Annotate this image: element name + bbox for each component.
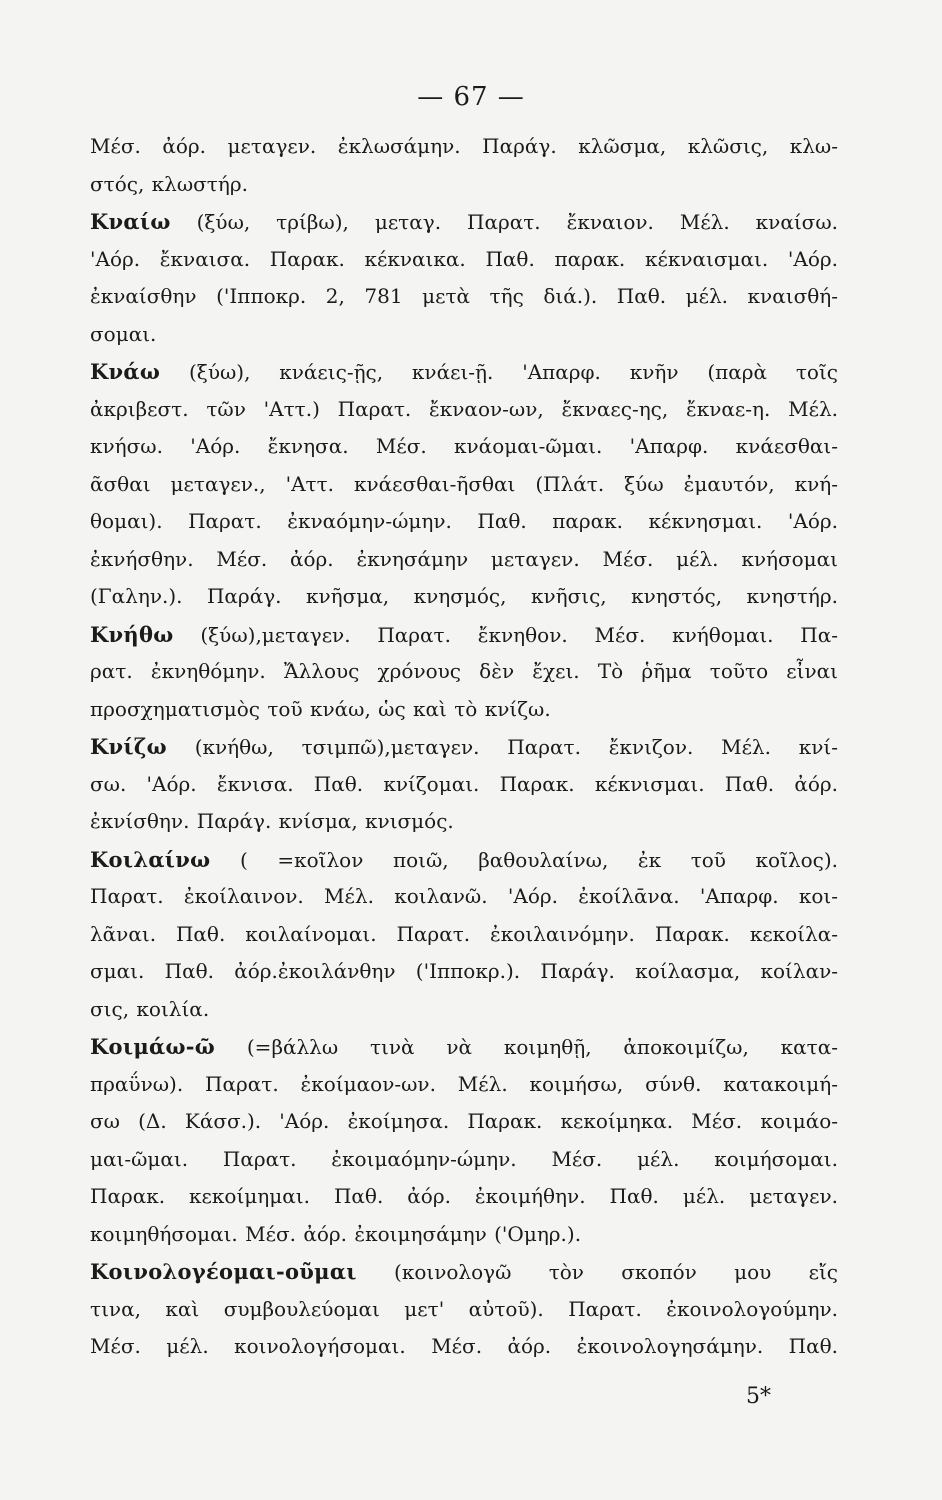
line-text: στός, κλωστήρ. xyxy=(90,171,248,196)
text-line xyxy=(90,1178,838,1216)
line-text: (ξύω, τρίβω), μεταγ. Παρατ. ἔκναιον. Μέλ. κναίσω. xyxy=(170,210,838,234)
line-text: (ξύω), κνάεις-ῇς, κνάει-ῇ. 'Απαρφ. κνῆν (παρὰ τοῖς xyxy=(160,360,838,384)
signature-mark: 5* xyxy=(746,1384,771,1409)
text-line xyxy=(90,128,838,166)
lemma-headword: Κνάω xyxy=(90,359,161,384)
text-line xyxy=(90,241,838,279)
lemma-headword: Κοιλαίνω xyxy=(90,846,211,872)
text-line xyxy=(90,766,838,804)
line-text: (ξύω),μεταγεν. Παρατ. ἔκνηθον. Μέσ. κνήθομαι. Πα- xyxy=(173,622,838,647)
line-text: ᾶσθαι μεταγεν., 'Αττ. κνάεσθαι-ῆσθαι (Πλάτ. ξύω ἐμαυτόν, κνή- xyxy=(90,471,838,496)
line-text: θομαι). Παρατ. ἐκναόμην-ώμην. Παθ. παρακ. κέκνησμαι. 'Αόρ. xyxy=(90,509,838,533)
line-text: ( =κοῖλον ποιῶ, βαθουλαίνω, ἐκ τοῦ κοῖλος). xyxy=(210,847,838,872)
line-text: Μέσ. ἀόρ. μεταγεν. ἐκλωσάμην. Παράγ. κλῶσμα, κλῶσις, κλω- xyxy=(90,134,838,158)
line-text: ἐκνήσθην. Μέσ. ἀόρ. ἐκνησάμην μεταγεν. Μέσ. μέλ. κνήσομαι xyxy=(90,546,838,571)
lemma-headword: Κοιμάω-ῶ xyxy=(90,1034,216,1059)
text-line xyxy=(90,1066,838,1104)
text-line xyxy=(90,916,838,954)
line-text: κοιμηθήσομαι. Μέσ. ἀόρ. ἐκοιμησάμην ('Ομηρ.). xyxy=(90,1221,582,1246)
text-line xyxy=(90,1141,838,1179)
text-line xyxy=(90,728,838,766)
line-text: κνήσω. 'Αόρ. ἔκνησα. Μέσ. κνάομαι-ῶμαι. 'Απαρφ. κνάεσθαι- xyxy=(90,434,838,458)
line-text: σις, κοιλία. xyxy=(90,996,210,1021)
text-line xyxy=(90,428,838,466)
line-text: πραΰνω). Παρατ. ἐκοίμαον-ων. Μέλ. κοιμήσω, σύνθ. κατακοιμή- xyxy=(90,1071,838,1096)
text-line xyxy=(90,578,838,616)
line-text: Παρατ. ἐκοίλαινον. Μέλ. κοιλανῶ. 'Αόρ. ἐκοίλᾱνα. 'Απαρφ. κοι- xyxy=(90,884,838,908)
line-text: (κνήθω, τσιμπῶ),μεταγεν. Παρατ. ἔκνιζον. Μέλ. κνί- xyxy=(166,735,838,759)
line-text: σομαι. xyxy=(90,321,157,346)
text-line xyxy=(90,841,838,879)
lemma-headword: Κναίω xyxy=(90,209,171,234)
text-line xyxy=(90,1028,838,1066)
line-text: (κοινολογῶ τὸν σκοπόν μου εἴς xyxy=(356,1260,838,1284)
line-text: (Γαλην.). Παράγ. κνῆσμα, κνησμός, κνῆσις, κνηστός, κνηστήρ. xyxy=(90,584,838,608)
lemma-headword: Κνήθω xyxy=(90,621,174,647)
text-line xyxy=(90,1291,838,1329)
line-text: ἐκνίσθην. Παράγ. κνίσμα, κνισμός. xyxy=(90,809,454,833)
text-line xyxy=(90,391,838,429)
lemma-headword: Κνίζω xyxy=(90,734,167,759)
text-line xyxy=(90,466,838,504)
text-line xyxy=(90,803,838,841)
line-text: προσχηματισμὸς τοῦ κνάω, ὡς καὶ τὸ κνίζω. xyxy=(90,696,551,721)
text-line xyxy=(90,1253,838,1291)
line-text: Παρακ. κεκοίμημαι. Παθ. ἀόρ. ἐκοιμήθην. Παθ. μέλ. μεταγεν. xyxy=(90,1184,838,1208)
line-text: ρατ. ἐκνηθόμην. Ἄλλους χρόνους δὲν ἔχει. Τὸ ῥῆμα τοῦτο εἶναι xyxy=(90,659,838,683)
text-line xyxy=(90,991,838,1029)
text-line xyxy=(90,503,838,541)
text-line xyxy=(90,691,838,729)
text-line xyxy=(90,278,838,316)
text-line xyxy=(90,166,838,204)
text-block xyxy=(90,128,838,1366)
line-text: σμαι. Παθ. ἀόρ.ἐκοιλάνθην ('Ιπποκρ.). Παράγ. κοίλασμα, κοίλαν- xyxy=(90,959,838,983)
line-text: σω (Δ. Κάσσ.). 'Αόρ. ἐκοίμησα. Παρακ. κεκοίμηκα. Μέσ. κοιμάο- xyxy=(90,1109,838,1133)
text-line xyxy=(90,616,838,654)
line-text: ἐκναίσθην ('Ιπποκρ. 2, 781 μετὰ τῆς διά.). Παθ. μέλ. κναισθή- xyxy=(90,284,838,308)
text-line xyxy=(90,953,838,991)
text-line xyxy=(90,1328,838,1366)
lemma-headword: Κοινολογέομαι-οῦμαι xyxy=(90,1259,357,1284)
text-line xyxy=(90,316,838,354)
text-line xyxy=(90,203,838,241)
text-line xyxy=(90,1216,838,1254)
line-text: σω. 'Αόρ. ἔκνισα. Παθ. κνίζομαι. Παρακ. κέκνισμαι. Παθ. ἀόρ. xyxy=(90,771,838,796)
text-line xyxy=(90,1103,838,1141)
text-line xyxy=(90,541,838,579)
line-text: μαι-ῶμαι. Παρατ. ἐκοιμαόμην-ώμην. Μέσ. μέλ. κοιμήσομαι. xyxy=(90,1146,838,1171)
line-text: Μέσ. μέλ. κοινολογήσομαι. Μέσ. ἀόρ. ἐκοινολογησάμην. Παθ. xyxy=(90,1334,838,1358)
line-text: τινα, καὶ συμβουλεύομαι μετ' αὐτοῦ). Παρατ. ἐκοινολογούμην. xyxy=(90,1296,838,1321)
line-text: 'Αόρ. ἔκναισα. Παρακ. κέκναικα. Παθ. παρακ. κέκναισμαι. 'Αόρ. xyxy=(90,246,838,271)
text-line xyxy=(90,653,838,691)
text-line xyxy=(90,353,838,391)
line-text: λᾶναι. Παθ. κοιλαίνομαι. Παρατ. ἐκοιλαινόμην. Παρακ. κεκοίλα- xyxy=(90,921,838,946)
page-number: — 67 — xyxy=(417,82,525,112)
line-text: (=βάλλω τινὰ νὰ κοιμηθῇ, ἀποκοιμίζω, κατα- xyxy=(215,1035,838,1059)
line-text: ἀκριβεστ. τῶν 'Αττ.) Παρατ. ἔκναον-ων, ἔκναες-ης, ἔκναε-η. Μέλ. xyxy=(90,396,838,421)
text-line xyxy=(90,878,838,916)
